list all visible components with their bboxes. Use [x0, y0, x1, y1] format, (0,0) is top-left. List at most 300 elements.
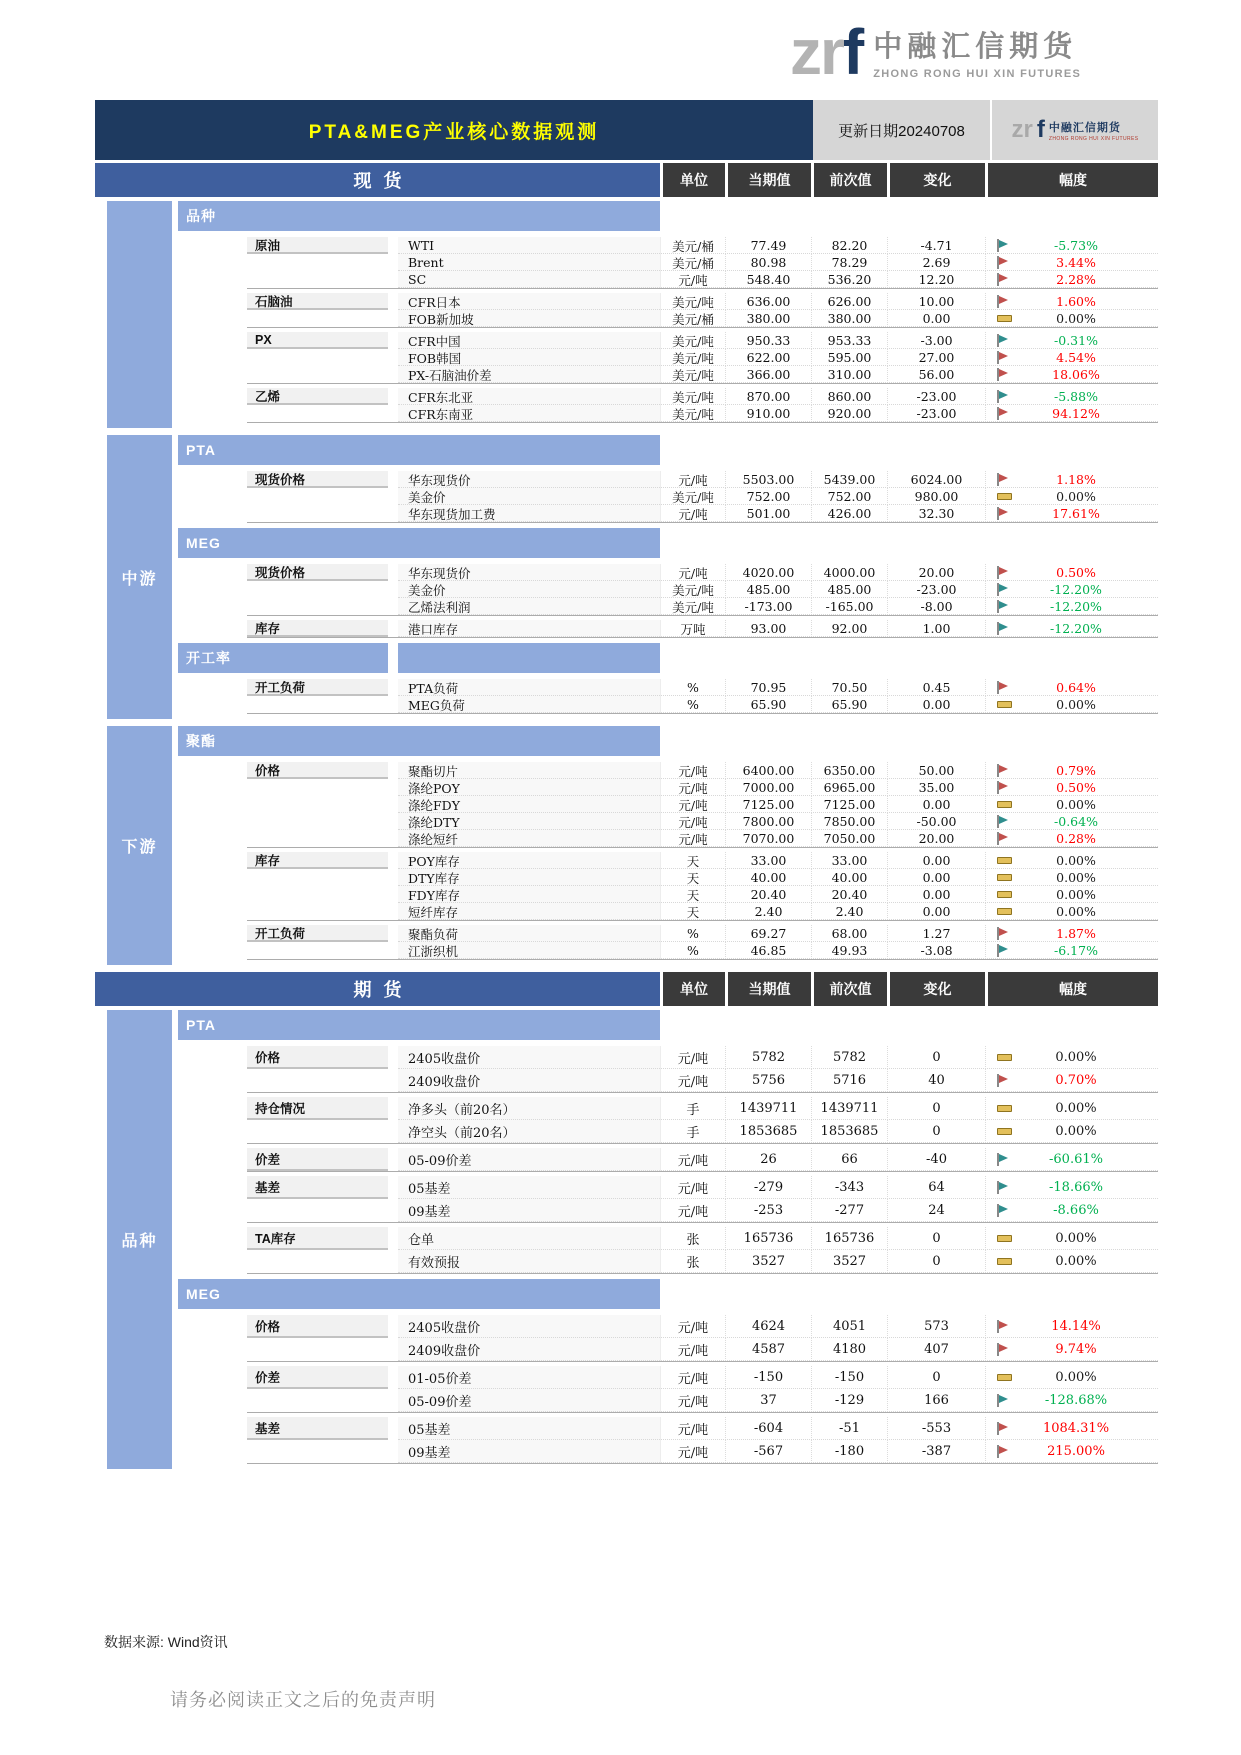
change-cell: -23.00 [887, 581, 985, 598]
change-cell: 0 [887, 1120, 985, 1143]
up-flag-icon [997, 832, 1009, 845]
row-label: 05-09价差 [398, 1148, 660, 1171]
current-value-cell: 37 [725, 1389, 811, 1412]
trend-flag-slot [986, 493, 1022, 500]
range-percent: 1.87% [1056, 926, 1096, 941]
range-cell [985, 762, 1158, 779]
unit-cell: 元/吨 [660, 1389, 725, 1412]
current-value-cell: 910.00 [725, 405, 811, 422]
row-label: 01-05价差 [398, 1366, 660, 1389]
row-label: 仓单 [398, 1227, 660, 1250]
change-cell: -23.00 [887, 388, 985, 405]
unit-cell: 天 [660, 903, 725, 920]
previous-value-cell: 82.20 [811, 237, 887, 254]
group-label-cell [247, 366, 388, 383]
range-percent: 0.00% [1055, 1101, 1097, 1116]
category-label: 中游 [121, 570, 158, 588]
row-label: WTI [398, 237, 660, 254]
trend-flag-slot [986, 622, 1022, 635]
trend-flag-slot [986, 1320, 1022, 1333]
unit-cell: 元/吨 [660, 1199, 725, 1222]
table-section [178, 726, 1158, 959]
trend-flag-slot [986, 681, 1022, 694]
section-groups [178, 237, 1158, 422]
current-value-cell: 7070.00 [725, 830, 811, 847]
unit-cell: 元/吨 [660, 1176, 725, 1199]
row-label: 涤纶短纤 [398, 830, 660, 847]
table-section [178, 528, 1158, 637]
unit-cell: 元/吨 [660, 1338, 725, 1361]
category-content [178, 201, 1158, 428]
table-row [178, 869, 1158, 886]
group-label-cell [247, 1199, 388, 1222]
row-label: 05-09价差 [398, 1389, 660, 1412]
section-groups [178, 762, 1158, 959]
table-parts [95, 163, 1158, 1469]
table-row [178, 762, 1158, 779]
range-cell [985, 564, 1158, 581]
group-label: 基差 [247, 1176, 388, 1199]
mini-logo [992, 100, 1158, 160]
group-label-cell [247, 1176, 388, 1199]
change-cell: 573 [887, 1315, 985, 1338]
group-label-cell [247, 237, 388, 254]
category-block [95, 726, 1158, 965]
previous-value-cell: 7125.00 [811, 796, 887, 813]
table-part [95, 972, 1158, 1469]
logo-wordmark [873, 24, 1081, 80]
table-section [178, 201, 1158, 422]
row-group [178, 388, 1158, 422]
unit-cell: 元/吨 [660, 271, 725, 288]
trend-flag-slot [986, 908, 1022, 915]
flag-pennant [999, 1423, 1008, 1431]
row-label: FDY库存 [398, 886, 660, 903]
range-cell [985, 620, 1158, 637]
category-block [95, 201, 1158, 428]
table-row [178, 942, 1158, 959]
flat-trend-icon [997, 315, 1012, 322]
group-label-cell [247, 310, 388, 327]
group-label-cell [247, 598, 388, 615]
trend-flag-slot [986, 583, 1022, 596]
row-label: 涤纶DTY [398, 813, 660, 830]
row-label: POY库存 [398, 852, 660, 869]
range-cell [985, 1069, 1158, 1092]
row-group [178, 1097, 1158, 1143]
change-cell: -50.00 [887, 813, 985, 830]
row-group [178, 1227, 1158, 1273]
group-label-cell [247, 1417, 388, 1440]
range-percent: 0.50% [1056, 565, 1096, 580]
range-percent: 1084.31% [1042, 1421, 1110, 1436]
down-flag-icon [997, 1153, 1009, 1166]
current-value-cell: 4624 [725, 1315, 811, 1338]
range-percent: 0.00% [1055, 1254, 1097, 1269]
row-label: FOB韩国 [398, 349, 660, 366]
group-label-cell [247, 1250, 388, 1273]
company-logo [790, 16, 1082, 88]
range-percent: 0.00% [1056, 870, 1096, 885]
range-percent: 14.14% [1051, 1319, 1101, 1334]
row-label: Brent [398, 254, 660, 271]
range-percent: 3.44% [1056, 255, 1096, 270]
range-percent: 0.50% [1056, 780, 1096, 795]
flag-pennant [999, 369, 1008, 377]
change-cell: 27.00 [887, 349, 985, 366]
table-row [178, 830, 1158, 847]
range-cell [985, 388, 1158, 405]
row-label: CFR东南亚 [398, 405, 660, 422]
row-label: 短纤库存 [398, 903, 660, 920]
range-cell [985, 1338, 1158, 1361]
range-percent: 0.28% [1056, 831, 1096, 846]
page-title: PTA&MEG产业核心数据观测 [95, 100, 813, 160]
unit-cell: 元/吨 [660, 1417, 725, 1440]
current-value-cell: 69.27 [725, 925, 811, 942]
up-flag-icon [997, 407, 1009, 420]
up-flag-icon [997, 681, 1009, 694]
previous-value-cell: 920.00 [811, 405, 887, 422]
section-banner: 聚酯 [178, 726, 660, 756]
change-cell: 0.45 [887, 679, 985, 696]
unit-cell: 元/吨 [660, 1148, 725, 1171]
up-flag-icon [997, 507, 1009, 520]
range-cell [985, 796, 1158, 813]
flag-pennant [999, 508, 1008, 516]
column-header-unit: 单位 [663, 972, 725, 1006]
row-label: 2409收盘价 [398, 1338, 660, 1361]
up-flag-icon [997, 273, 1009, 286]
table-row [178, 679, 1158, 696]
table-row [178, 852, 1158, 869]
group-label: 开工负荷 [247, 679, 388, 696]
table-row [178, 332, 1158, 349]
group-label: 现货价格 [247, 564, 388, 581]
table-row [178, 1069, 1158, 1092]
column-header-previous: 前次值 [814, 163, 887, 197]
trend-flag-slot [986, 832, 1022, 845]
trend-flag-slot [986, 473, 1022, 486]
current-value-cell: 380.00 [725, 310, 811, 327]
row-label: 有效预报 [398, 1250, 660, 1273]
table-row [178, 1176, 1158, 1199]
table-row [178, 1148, 1158, 1171]
trend-flag-slot [986, 1074, 1022, 1087]
table-row [178, 293, 1158, 310]
previous-value-cell: 536.20 [811, 271, 887, 288]
group-label-cell [247, 942, 388, 959]
column-header-range: 幅度 [988, 163, 1158, 197]
unit-cell: 元/吨 [660, 1069, 725, 1092]
row-group [178, 1366, 1158, 1412]
change-cell: 0 [887, 1250, 985, 1273]
trend-flag-slot [986, 1394, 1022, 1407]
current-value-cell: 1853685 [725, 1120, 811, 1143]
trend-flag-slot [986, 1128, 1022, 1135]
unit-cell: 美元/桶 [660, 310, 725, 327]
logo-f-text: f [842, 16, 865, 88]
logo-english-name: ZHONG RONG HUI XIN FUTURES [873, 68, 1082, 80]
up-flag-icon [997, 295, 1009, 308]
category-sidebar [107, 201, 172, 428]
mini-logo-chinese-name: 中融汇信期货 [1048, 121, 1121, 134]
table-section [178, 435, 1158, 522]
flag-pennant [999, 682, 1008, 690]
group-label-cell [247, 1097, 388, 1120]
current-value-cell: 80.98 [725, 254, 811, 271]
section-groups [178, 1315, 1158, 1463]
change-cell: 1.27 [887, 925, 985, 942]
group-label-cell [247, 1227, 388, 1250]
row-label: 涤纶FDY [398, 796, 660, 813]
change-cell: 0 [887, 1366, 985, 1389]
unit-cell: 美元/桶 [660, 254, 725, 271]
section-groups [178, 1046, 1158, 1273]
range-percent: 0.70% [1055, 1073, 1097, 1088]
group-label-cell [247, 762, 388, 779]
trend-flag-slot [986, 334, 1022, 347]
group-label-cell [247, 1366, 388, 1389]
table-row [178, 471, 1158, 488]
trend-flag-slot [986, 1422, 1022, 1435]
unit-cell: 元/吨 [660, 830, 725, 847]
range-cell [985, 1227, 1158, 1250]
group-label-cell [247, 388, 388, 405]
range-cell [985, 471, 1158, 488]
unit-cell: 美元/吨 [660, 598, 725, 615]
unit-cell: % [660, 925, 725, 942]
group-label-cell [247, 581, 388, 598]
current-value-cell: -567 [725, 1440, 811, 1463]
unit-cell: 元/吨 [660, 1366, 725, 1389]
down-flag-icon [997, 583, 1009, 596]
change-cell: -8.00 [887, 598, 985, 615]
change-cell: 0 [887, 1046, 985, 1069]
change-cell: -553 [887, 1417, 985, 1440]
range-cell [985, 598, 1158, 615]
row-group [178, 1046, 1158, 1092]
current-value-cell: 70.95 [725, 679, 811, 696]
flag-pennant [999, 765, 1008, 773]
unit-cell: 美元/吨 [660, 405, 725, 422]
trend-flag-slot [986, 927, 1022, 940]
flag-pennant [999, 623, 1008, 631]
current-value-cell: 7125.00 [725, 796, 811, 813]
flag-pennant [999, 335, 1008, 343]
table-row [178, 388, 1158, 405]
section-banner-segment [398, 643, 660, 673]
table-row [178, 237, 1158, 254]
unit-cell: 手 [660, 1120, 725, 1143]
flat-trend-icon [997, 1128, 1012, 1135]
group-label-cell [247, 1338, 388, 1361]
current-value-cell: 366.00 [725, 366, 811, 383]
table-part [95, 163, 1158, 965]
table-row [178, 1120, 1158, 1143]
table-row [178, 598, 1158, 615]
row-group [178, 620, 1158, 637]
range-cell [985, 1315, 1158, 1338]
row-label: 华东现货价 [398, 471, 660, 488]
group-label-cell [247, 696, 388, 713]
down-flag-icon [997, 239, 1009, 252]
mini-logo-english-name: ZHONG RONG HUI XIN FUTURES [1048, 135, 1139, 142]
column-header-previous: 前次值 [814, 972, 887, 1006]
range-percent: -5.73% [1054, 238, 1098, 253]
current-value-cell: 752.00 [725, 488, 811, 505]
column-header-change: 变化 [890, 972, 985, 1006]
range-cell [985, 1199, 1158, 1222]
trend-flag-slot [986, 1105, 1022, 1112]
previous-value-cell: 20.40 [811, 886, 887, 903]
previous-value-cell: -51 [811, 1417, 887, 1440]
group-label: 石脑油 [247, 293, 388, 310]
down-flag-icon [997, 622, 1009, 635]
group-label-cell [247, 488, 388, 505]
group-label-cell [247, 332, 388, 349]
group-label-cell [247, 271, 388, 288]
range-percent: 1.18% [1056, 472, 1096, 487]
table-row [178, 1389, 1158, 1412]
flat-trend-icon [997, 1258, 1012, 1265]
previous-value-cell: 7050.00 [811, 830, 887, 847]
current-value-cell: 26 [725, 1148, 811, 1171]
unit-cell: 美元/吨 [660, 388, 725, 405]
up-flag-icon [997, 1343, 1009, 1356]
row-label: 09基差 [398, 1440, 660, 1463]
report-table [95, 100, 1158, 1476]
current-value-cell: -253 [725, 1199, 811, 1222]
row-label: MEG负荷 [398, 696, 660, 713]
category-label: 品种 [121, 1233, 158, 1250]
row-group [178, 852, 1158, 920]
table-row [178, 564, 1158, 581]
trend-flag-slot [986, 507, 1022, 520]
range-cell [985, 293, 1158, 310]
flag-pennant [999, 816, 1008, 824]
table-row [178, 1315, 1158, 1338]
table-row [178, 405, 1158, 422]
change-cell: 6024.00 [887, 471, 985, 488]
row-group [178, 925, 1158, 959]
trend-flag-slot [986, 944, 1022, 957]
table-row [178, 581, 1158, 598]
flag-pennant [999, 474, 1008, 482]
trend-flag-slot [986, 566, 1022, 579]
trend-flag-slot [986, 1374, 1022, 1381]
table-row [178, 779, 1158, 796]
range-cell [985, 1097, 1158, 1120]
range-cell [985, 366, 1158, 383]
range-cell [985, 1250, 1158, 1273]
group-label-cell [247, 779, 388, 796]
table-header-row [95, 972, 1158, 1006]
row-label: FOB新加坡 [398, 310, 660, 327]
previous-value-cell: 65.90 [811, 696, 887, 713]
trend-flag-slot [986, 1235, 1022, 1242]
table-row [178, 1366, 1158, 1389]
section-banner: MEG [178, 528, 660, 558]
up-flag-icon [997, 1445, 1009, 1458]
previous-value-cell: 92.00 [811, 620, 887, 637]
unit-cell: 张 [660, 1227, 725, 1250]
trend-flag-slot [986, 239, 1022, 252]
down-flag-icon [997, 600, 1009, 613]
row-label: 美金价 [398, 488, 660, 505]
table-section [178, 1279, 1158, 1463]
row-label: PX-石脑油价差 [398, 366, 660, 383]
category-label: 下游 [121, 839, 158, 856]
unit-cell: 美元/吨 [660, 332, 725, 349]
trend-flag-slot [986, 273, 1022, 286]
section-groups [178, 564, 1158, 637]
table-row [178, 1440, 1158, 1463]
previous-value-cell: 68.00 [811, 925, 887, 942]
previous-value-cell: 1853685 [811, 1120, 887, 1143]
trend-flag-slot [986, 368, 1022, 381]
unit-cell: 元/吨 [660, 1440, 725, 1463]
range-cell [985, 271, 1158, 288]
unit-cell: % [660, 679, 725, 696]
change-cell: 980.00 [887, 488, 985, 505]
category-block [95, 435, 1158, 719]
range-percent: 2.28% [1056, 272, 1096, 287]
section-groups [178, 679, 1158, 713]
flat-trend-icon [997, 1054, 1012, 1061]
data-source: 数据来源: Wind资讯 [104, 1634, 228, 1650]
group-label-cell [247, 1069, 388, 1092]
row-label: 涤纶POY [398, 779, 660, 796]
range-cell [985, 1389, 1158, 1412]
up-flag-icon [997, 566, 1009, 579]
change-cell: 0.00 [887, 869, 985, 886]
range-cell [985, 405, 1158, 422]
group-label-cell [247, 886, 388, 903]
trend-flag-slot [986, 315, 1022, 322]
unit-cell: 元/吨 [660, 505, 725, 522]
up-flag-icon [997, 368, 1009, 381]
row-label: CFR中国 [398, 332, 660, 349]
range-percent: 0.00% [1056, 489, 1096, 504]
previous-value-cell: 33.00 [811, 852, 887, 869]
range-percent: 0.00% [1056, 904, 1096, 919]
table-row [178, 1338, 1158, 1361]
group-label-cell [247, 852, 388, 869]
previous-value-cell: 66 [811, 1148, 887, 1171]
range-percent: -0.64% [1054, 814, 1098, 829]
range-cell [985, 1046, 1158, 1069]
row-label: 聚酯负荷 [398, 925, 660, 942]
row-group [178, 237, 1158, 288]
change-cell: -3.08 [887, 942, 985, 959]
table-header-row [95, 163, 1158, 197]
range-cell [985, 679, 1158, 696]
unit-cell: 天 [660, 869, 725, 886]
flag-pennant [999, 782, 1008, 790]
flat-trend-icon [997, 857, 1012, 864]
row-label: PTA负荷 [398, 679, 660, 696]
down-flag-icon [997, 1181, 1009, 1194]
unit-cell: 元/吨 [660, 471, 725, 488]
flag-pennant [999, 1205, 1008, 1213]
logo-zr-text: zr [790, 16, 843, 88]
current-value-cell: 485.00 [725, 581, 811, 598]
range-percent: -128.68% [1044, 1393, 1108, 1408]
trend-flag-slot [986, 874, 1022, 881]
current-value-cell: 33.00 [725, 852, 811, 869]
unit-cell: % [660, 942, 725, 959]
